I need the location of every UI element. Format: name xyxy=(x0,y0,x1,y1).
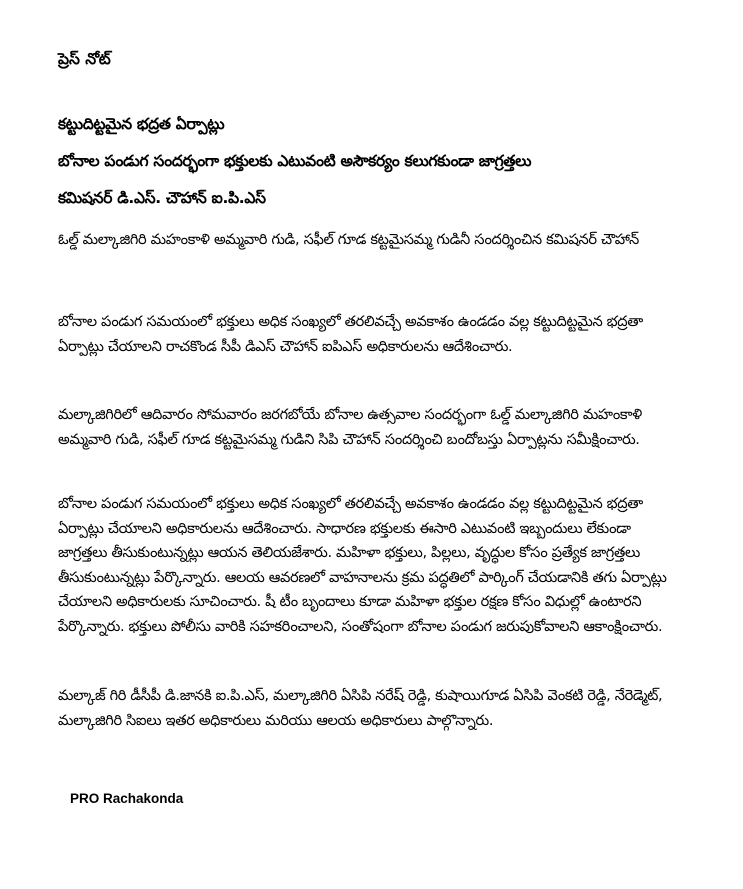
paragraph-attending-officers: మల్కాజ్ గిరి డీసీపీ డి.జానకి ఐ.పి.ఎస్, మల్కాజిగిరి ఏసిపి నరేష్ రెడ్డి, కుషాయిగూడ ఏసిపి వెంకటి రెడ్డి, నేరెడ్మెట్, మల్కాజిగిరి సిఐలు ఇతర అధికారులు మరియు ఆలయ అధికారులు పాల్గొన్నారు. xyxy=(58,687,663,729)
paragraph-security-order: బోనాల పండుగ సమయంలో భక్తులు అధిక సంఖ్యలో తరలివచ్చే అవకాశం ఉండడం వల్ల కట్టుదిట్టమైన భద్రతా ఏర్పాట్లు చేయాలని రాచకొండ సీపీ డిఎస్ చౌహాన్ ఐపిఎస్ అధికారులను ఆదేశించారు. xyxy=(58,313,643,355)
headline-bonalu-precautions: బోనాల పండుగ సందర్భంగా భక్తులకు ఎటువంటి అసౌకర్యం కలుగకుండా జాగ్రత్తలు xyxy=(58,152,532,170)
paragraph-visit-summary: ఓల్డ్ మల్కాజిగిరి మహంకాళి అమ్మవారి గుడి, సఫీల్ గూడ కట్టమైసమ్మ గుడినీ సందర్శించిన కమిషనర్ చౌహాన్ xyxy=(58,231,639,248)
paragraph-temple-inspection: మల్కాజిగిరిలో ఆదివారం సోమవారం జరగబోయే బోనాల ఉత్సవాల సందర్భంగా ఓల్డ్ మల్కాజిగిరి మహంకాళి అమ్మవారి గుడి, సఫీల్ గూడ కట్టమైసమ్మ గుడిని సిపి చౌహాన్ సందర్శించి బందోబస్తు ఏర్పాట్లను సమీక్షించారు. xyxy=(58,406,642,448)
paragraph-detailed-instructions: బోనాల పండుగ సమయంలో భక్తులు అధిక సంఖ్యలో తరలివచ్చే అవకాశం ఉండడం వల్ల కట్టుదిట్టమైన భద్రతా ఏర్పాట్లు చేయాలని అధికారులను ఆదేశించారు. సాధారణ భక్తులకు ఈసారి ఎటువంటి ఇబ్బందులు లేకుండా జాగ్రత్తలు తీసుకుంటున్నట్లు ఆయన తెలియజేశారు. మహిళా భక్తులు, పిల్లలు, వృద్ధుల కోసం ప్రత్యేక జాగ్రత్తలు తీసుకుంటున్నట్లు పేర్కొన్నారు. ఆలయ ఆవరణలో వాహనాలను క్రమ పద్ధతిలో పార్కింగ్ చేయడానికి తగు ఏర్పాట్లు చేయాలని అధికారులకు సూచించారు. షీ టీం బృందాలు కూడా మహిళా భక్తుల రక్షణ కోసం విధుల్లో ఉంటారని పేర్కొన్నారు. భక్తులు పోలీసు వారికి సహకరించాలని, సంతోషంగా బోనాల పండుగ జరుపుకోవాలని ఆకాంక్షించారు. xyxy=(58,495,667,635)
headline-security-arrangements: కట్టుదిట్టమైన భద్రత ఏర్పాట్లు xyxy=(58,115,225,133)
signature-pro: PRO Rachakonda xyxy=(70,791,184,806)
press-note-title: ప్రెస్ నోట్ xyxy=(58,50,111,68)
headline-commissioner-name: కమిషనర్ డి.ఎస్. చౌహాన్ ఐ.పి.ఎస్ xyxy=(58,189,266,207)
